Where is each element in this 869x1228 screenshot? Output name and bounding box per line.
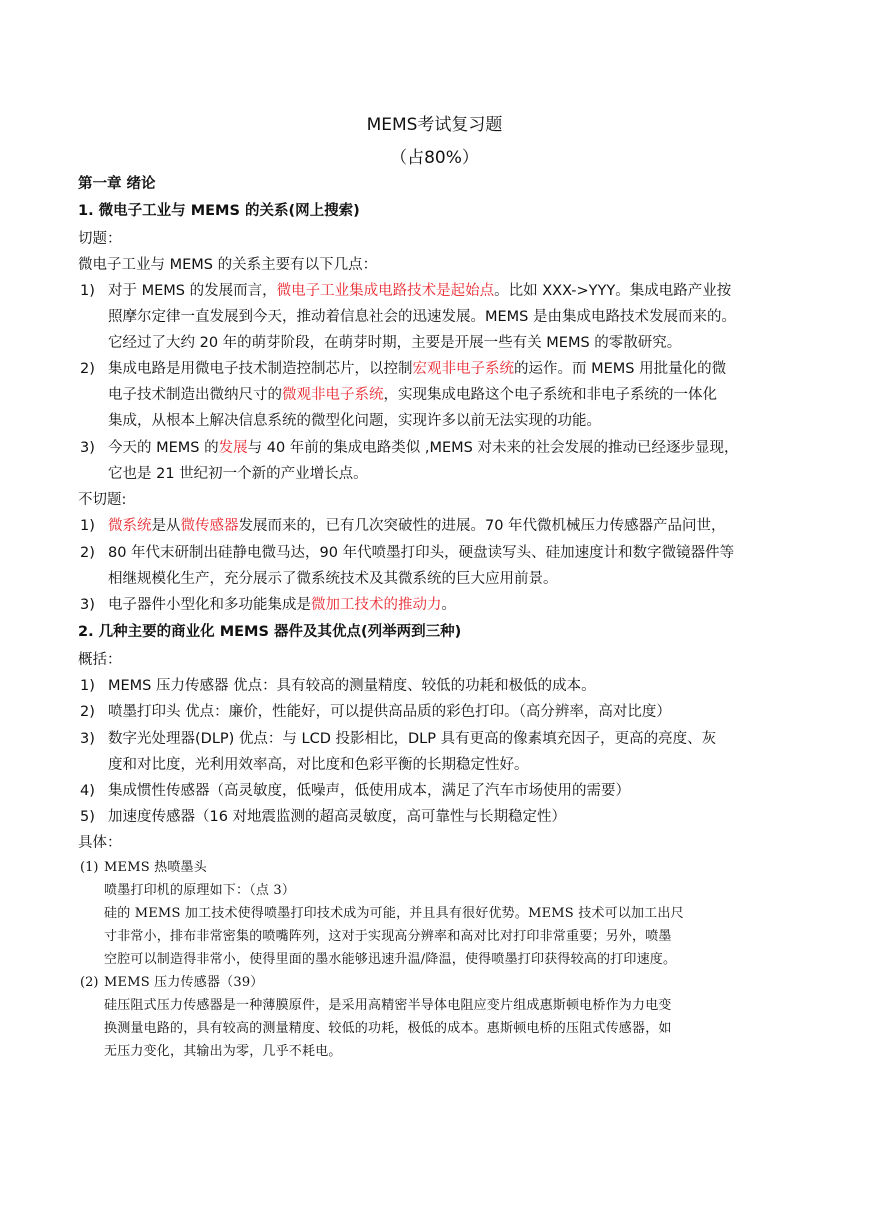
list-item-text: 它经过了大约 20 年的萌芽阶段，在萌芽时期，主要是开展一些有关 MEMS 的零散研究。 [108, 335, 682, 351]
list-item-text: 度和对比度，光利用效率高，对比度和色彩平衡的长期稳定性好。 [108, 757, 529, 773]
highlight-text: 宏观非电子系统 [412, 361, 514, 377]
list-item-text: 对于 MEMS 的发展而言，微电子工业集成电路技术是起始点。比如 XXX->YYY。集成电路产业按 [108, 283, 732, 299]
highlight-text: 微加工技术的推动力 [311, 597, 442, 613]
list-item-text: 今天的 MEMS 的发展与 40 年前的集成电路类似 ,MEMS 对未来的社会发展的推动已经逐步显现， [108, 440, 739, 456]
detail-line: 硅的 MEMS 加工技术使得喷墨打印技术成为可能，并且具有很好优势。MEMS 技术可以加工出尺 [104, 906, 684, 921]
list-item-text: 集成电路是用微电子技术制造控制芯片，以控制宏观非电子系统的运作。而 MEMS 用批量化的微 [108, 361, 727, 377]
list-item-text: 微系统是从微传感器发展而来的，已有几次突破性的进展。70 年代微机械压力传感器产品问世， [108, 518, 726, 534]
highlight-text: 微电子工业集成电路技术是起始点 [276, 283, 495, 299]
list-item-text: 喷墨打印头 优点：廉价，性能好，可以提供高品质的彩色打印。（高分辨率，高对比度） [108, 704, 671, 720]
detail-line: 无压力变化，其输出为零，几乎不耗电。 [104, 1044, 342, 1059]
detail-title: MEMS 压力传感器（39） [104, 975, 264, 990]
list-item-text: 80 年代末研制出硅静电微马达，90 年代喷墨打印头，硬盘读写头、硅加速度计和数字微镜器件等 [108, 545, 735, 561]
chapter-heading: 第一章 绪论 [78, 176, 156, 192]
list-item-text: 电子技术制造出微纳尺寸的微观非电子系统，实现集成电路这个电子系统和非电子系统的一体化 [108, 387, 717, 403]
detail-line: 换测量电路的，具有较高的测量精度、较低的功耗，极低的成本。惠斯顿电桥的压阻式传感器，如 [104, 1021, 672, 1036]
question-2-heading: 2. 几种主要的商业化 MEMS 器件及其优点(列举两到三种) [78, 624, 462, 640]
detail-line: 喷墨打印机的原理如下：（点 3） [104, 883, 296, 898]
detail-line: 硅压阻式压力传感器是一种薄膜原件，是采用高精密半导体电阻应变片组成惠斯顿电桥作为力电变 [104, 998, 672, 1013]
irrelevant-label: 不切题: [78, 492, 127, 508]
detail-number: (2) [80, 975, 99, 990]
list-number: 4) [80, 783, 95, 799]
list-item-text: MEMS 压力传感器 优点：具有较高的测量精度、较低的功耗和极低的成本。 [108, 678, 596, 694]
document-subtitle: （占80%） [390, 148, 479, 168]
summary-label: 概括： [78, 652, 122, 668]
list-number: 5) [80, 809, 95, 825]
detail-label: 具体： [78, 835, 122, 851]
list-item-text: 它也是 21 世纪初一个新的产业增长点。 [108, 466, 368, 482]
list-number: 2) [80, 361, 95, 377]
detail-title: MEMS 热喷墨头 [104, 860, 207, 875]
list-number: 2) [80, 704, 95, 720]
relevant-label: 切题： [78, 231, 122, 247]
detail-line: 空腔可以制造得非常小，使得里面的墨水能够迅速升温/降温，使得喷墨打印获得较高的打印速度。 [104, 952, 677, 967]
highlight-text: 微观非电子系统 [282, 387, 384, 403]
list-number: 1) [80, 678, 95, 694]
list-number: 3) [80, 597, 95, 613]
list-number: 1) [80, 283, 95, 299]
document-title: MEMS考试复习题 [366, 115, 503, 135]
detail-line: 寸非常小，排布非常密集的喷嘴阵列，这对于实现高分辨率和高对比对打印非常重要；另外，喷墨 [104, 929, 672, 944]
highlight-text: 微传感器 [180, 518, 239, 534]
list-number: 3) [80, 731, 95, 747]
list-item-text: 集成，从根本上解决信息系统的微型化问题，实现许多以前无法实现的功能。 [108, 413, 601, 429]
highlight-text: 微系统 [108, 518, 152, 534]
list-number: 3) [80, 440, 95, 456]
question-1-heading: 1. 微电子工业与 MEMS 的关系(网上搜索) [78, 203, 360, 219]
list-number: 1) [80, 518, 95, 534]
list-item-text: 照摩尔定律一直发展到今天，推动着信息社会的迅速发展。MEMS 是由集成电路技术发展而来的。 [108, 309, 736, 325]
list-item-text: 电子器件小型化和多功能集成是微加工技术的推动力。 [108, 597, 456, 613]
list-item-text: 数字光处理器(DLP) 优点：与 LCD 投影相比，DLP 具有更高的像素填充因子，更高的亮度、灰 [108, 731, 717, 747]
list-item-text: 加速度传感器（16 对地震监测的超高灵敏度，高可靠性与长期稳定性） [108, 809, 567, 825]
q1-intro: 微电子工业与 MEMS 的关系主要有以下几点： [78, 257, 378, 273]
list-item-text: 相继规模化生产，充分展示了微系统技术及其微系统的巨大应用前景。 [108, 571, 558, 587]
list-number: 2) [80, 545, 95, 561]
highlight-text: 发展 [218, 440, 248, 456]
list-item-text: 集成惯性传感器（高灵敏度，低噪声，低使用成本，满足了汽车市场使用的需要） [108, 783, 630, 799]
detail-number: (1) [80, 860, 99, 875]
